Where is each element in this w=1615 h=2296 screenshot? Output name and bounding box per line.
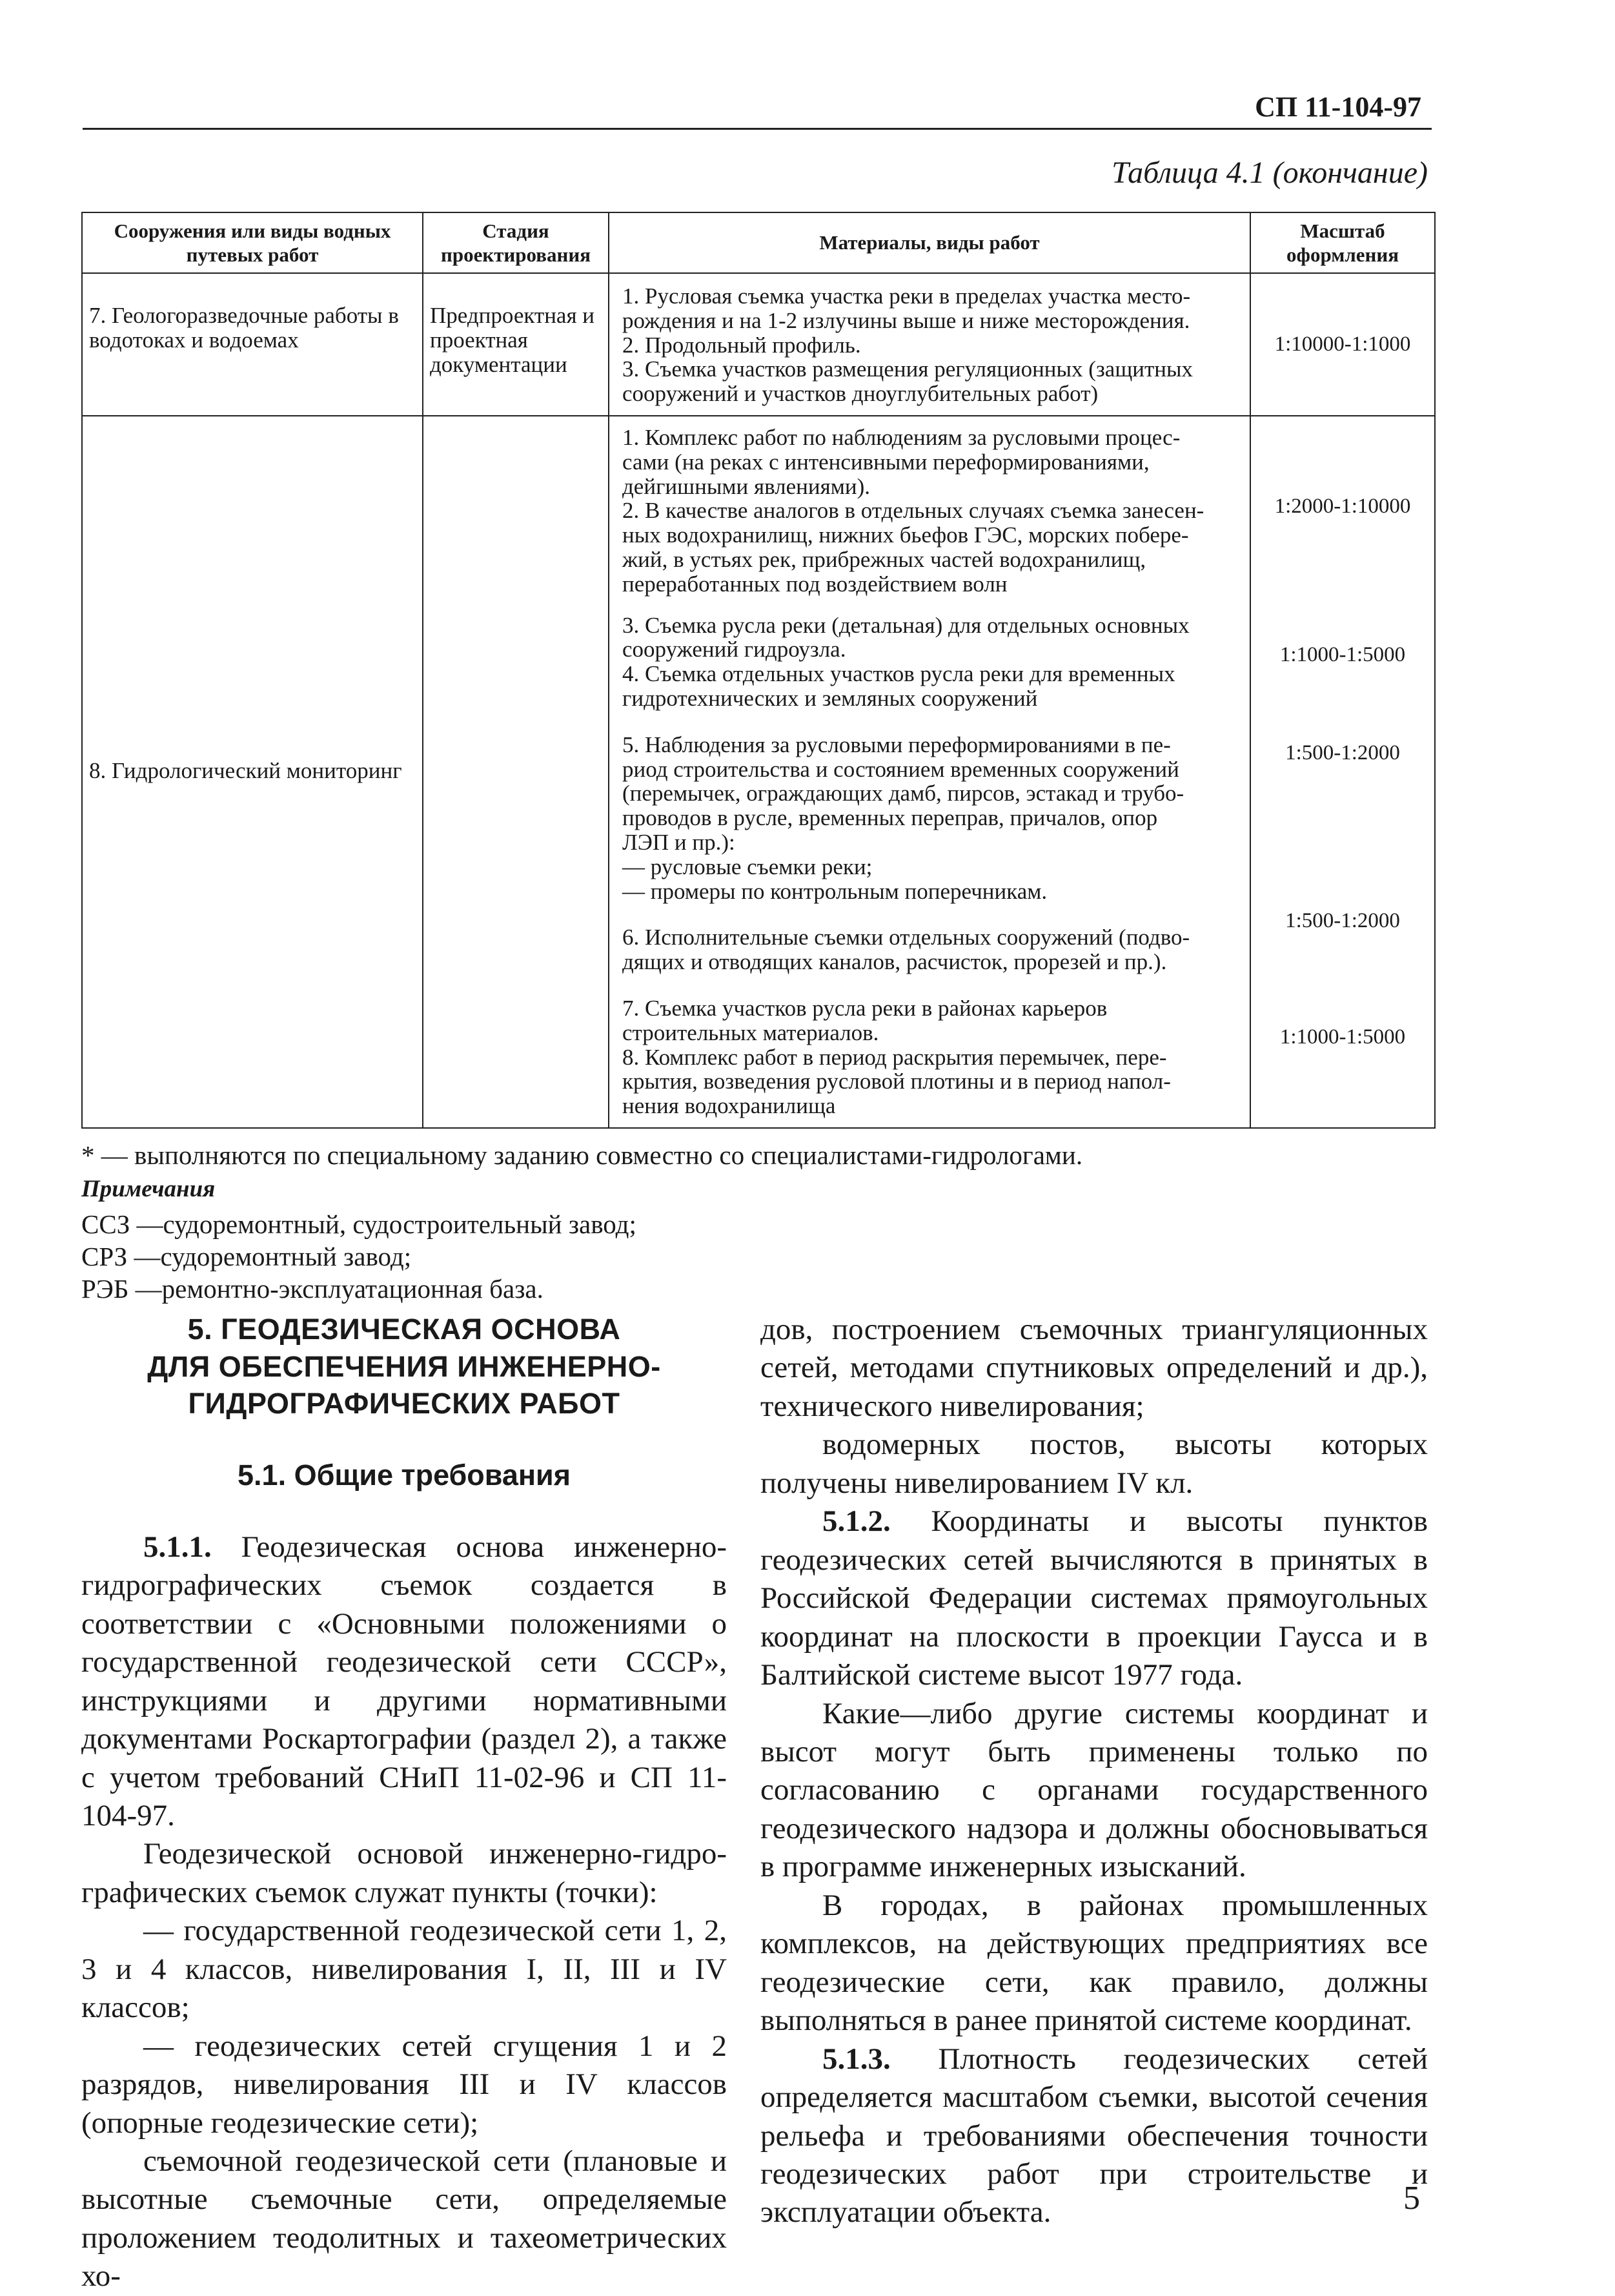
paragraph (760, 2040, 1428, 2232)
note-line: РЭБ —ремонтно-эксплуатационная база. (81, 1274, 543, 1304)
scale-cell (1250, 416, 1435, 1128)
subsection-title: 5.1. Общие требования (238, 1458, 571, 1491)
materials-block (616, 610, 1243, 729)
paragraph (81, 1912, 727, 2027)
paragraph (760, 1426, 1428, 1502)
section-title-line: ДЛЯ ОБЕСПЕЧЕНИЯ ИНЖЕНЕРНО- (147, 1349, 661, 1383)
table-header-row (82, 212, 1435, 273)
materials-line: сами (на реках с интенсивными переформированиями, (622, 449, 1150, 475)
scale-value: 1:2000-1:10000 (1274, 494, 1411, 518)
table-footnote: * — выполняются по специальному заданию совместно со специалистами-гидрологами. (81, 1140, 1083, 1170)
paragraph-text: Геодезической основой инженерно-гидро-графических съемок служат пункты (точки): (81, 1837, 727, 1909)
stage-cell: Предпроектная и проектная документации (423, 273, 609, 416)
paragraph (81, 1835, 727, 1912)
materials-line: 6. Исполнительные съемки отдельных сооружений (подво- (622, 925, 1190, 950)
clause-number: 5.1.3. (822, 2042, 891, 2076)
table-row (82, 416, 1435, 1128)
column-header-work: Сооружения или виды водных путевых работ (82, 212, 423, 273)
paragraph (81, 2142, 727, 2296)
paragraph-text: — государственной геодезической сети 1, 2, 3 и 4 классов, нивелирования I, II, III и IV классов; (81, 1914, 727, 2025)
materials-line: 1. Русловая съемка участка реки в пределах участка место- (622, 283, 1191, 309)
materials-line: 1. Комплекс работ по наблюдениям за русловыми процес- (622, 424, 1181, 450)
scale-value: 1:1000-1:5000 (1279, 1025, 1406, 1049)
materials-line: 4. Съемка отдельных участков русла реки для временных (622, 661, 1175, 687)
paragraph (760, 1887, 1428, 2040)
materials-line: жий, в устьях рек, прибрежных частей водохранилищ, (622, 546, 1146, 572)
column-header-materials: Материалы, виды работ (609, 212, 1250, 273)
materials-line: сооружений гидроузла. (622, 637, 846, 662)
materials-block (616, 729, 1243, 922)
paragraph (760, 1311, 1428, 1426)
section-title-line: 5. ГЕОДЕЗИЧЕСКАЯ ОСНОВА (187, 1313, 621, 1346)
materials-line: 8. Комплекс работ в период раскрытия перемычек, пере- (622, 1044, 1167, 1070)
materials-line: дейгишными явлениями). (622, 473, 870, 499)
scale-value: 1:500-1:2000 (1285, 741, 1400, 764)
materials-line: переработанных под воздействием волн (622, 571, 1008, 597)
column-header-scale: Масштаб оформления (1250, 212, 1435, 273)
scale-value: 1:1000-1:5000 (1279, 642, 1406, 666)
table-caption: Таблица 4.1 (окончание) (1112, 156, 1428, 190)
paragraph-text: съемочной геодезической сети (плановые и высотные съемочные сети, определяемые проложением теодолитных и тахеометрических хо- (81, 2144, 727, 2293)
left-column (81, 1311, 727, 2296)
table-row (82, 273, 1435, 416)
materials-line: 2. В качестве аналогов в отдельных случаях съемка занесен- (622, 498, 1204, 524)
materials-line: ЛЭП и пр.): (622, 829, 735, 855)
clause-number: 5.1.1. (143, 1530, 212, 1564)
materials-cell (609, 273, 1250, 416)
notes-heading: Примечания (81, 1176, 216, 1202)
section-title (81, 1311, 727, 1422)
right-column (760, 1311, 1428, 2232)
materials-line: — русловые съемки реки; (622, 854, 873, 879)
materials-block (616, 276, 1243, 413)
materials-line: рождения и на 1-2 излучины выше и ниже месторождения. (622, 307, 1190, 333)
paragraph-text: Плотность геодезических сетей определяется масштабом съемки, высотой сечения рельефа и требованиями обеспечения точности геодезических работ при строительстве и эксплуатации объекта. (760, 2042, 1428, 2229)
column-header-stage: Стадия проектирования (423, 212, 609, 273)
materials-line: строительных материалов. (622, 1020, 879, 1045)
paragraph-text: Координаты и высоты пунктов геодезических сетей вычисляются в принятых в Российской Федерации системах прямоугольных координат на плоскости в проекции Гаусса и в Балтийской системе высот 1977 года. (760, 1504, 1428, 1692)
paragraph-text: В городах, в районах промышленных комплексов, на действующих предприятиях все геодезические сети, как правило, должны выполняться в ранее принятой системе координат. (760, 1888, 1428, 2038)
paragraph-text: — геодезических сетей сгущения 1 и 2 разрядов, нивелирования III и IV классов (опорные геодезические сети); (81, 2029, 727, 2140)
paragraph (760, 1502, 1428, 1694)
materials-block (616, 419, 1243, 610)
materials-line: 7. Съемка участков русла реки в районах карьеров (622, 995, 1108, 1021)
clause-number: 5.1.2. (822, 1504, 891, 1539)
materials-line: риод строительства и состоянием временных сооружений (622, 756, 1179, 782)
materials-line: — промеры по контрольным поперечникам. (622, 878, 1048, 904)
materials-cell (609, 416, 1250, 1128)
materials-line: (перемычек, ограждающих дамб, пирсов, эстакад и трубо- (622, 781, 1184, 806)
works-table (81, 212, 1436, 1129)
materials-line: сооружений и участков дноуглубительных работ) (622, 381, 1099, 407)
paragraph-text: дов, построением съемочных триангуляционных сетей, методами спутниковых определений и др.), технического нивелирования; (760, 1313, 1428, 1423)
materials-line: проводов в русле, временных переправ, причалов, опор (622, 805, 1158, 831)
materials-line: 3. Съемка участков размещения регуляционных (защитных (622, 356, 1193, 382)
materials-line: 3. Съемка русла реки (детальная) для отдельных основных (622, 612, 1190, 638)
materials-line: ных водохранилищ, нижних бьефов ГЭС, морских побере- (622, 522, 1189, 548)
document-code: СП 11-104-97 (1255, 91, 1421, 123)
materials-line: 2. Продольный профиль. (622, 332, 861, 358)
scale-cell: 1:10000-1:1000 (1250, 273, 1435, 416)
header-rule (83, 128, 1432, 130)
materials-line: дящих и отводящих каналов, расчисток, прорезей и пр.). (622, 949, 1167, 975)
paragraph-text: Какие—либо другие системы координат и высот могут быть применены только по согласованию с органами государственного геодезического надзора и должны обосновываться в программе инженерных изысканий. (760, 1696, 1428, 1884)
note-line: ССЗ —судоремонтный, судостроительный завод; (81, 1209, 636, 1239)
paragraph (760, 1695, 1428, 1887)
materials-block (616, 921, 1243, 992)
paragraph (81, 1528, 727, 1836)
materials-line: 5. Наблюдения за русловыми переформированиями в пе- (622, 732, 1171, 757)
paragraph (81, 2027, 727, 2142)
scale-value: 1:500-1:2000 (1285, 908, 1400, 932)
materials-line: крытия, возведения русловой плотины и в период напол- (622, 1069, 1171, 1094)
paragraph-text: водомерных постов, высоты которых получены нивелированием IV кл. (760, 1428, 1428, 1500)
work-cell: 8. Гидрологический мониторинг (82, 416, 423, 1128)
section-title-line: ГИДРОГРАФИЧЕСКИХ РАБОТ (188, 1387, 620, 1420)
stage-cell (423, 416, 609, 1128)
materials-line: гидротехнических и земляных сооружений (622, 685, 1038, 711)
page-number: 5 (1403, 2180, 1420, 2217)
note-line: СРЗ —судоремонтный завод; (81, 1242, 412, 1271)
materials-block (616, 992, 1243, 1125)
materials-line: нения водохранилища (622, 1093, 836, 1119)
paragraph-text: Геодезическая основа инженерно-гидрографических съемок создается в соответствии с «Основными положениями о государственной геодезической сети СССР», инструкциями и другими нормативными документами Роскартографии (раздел 2), а также с учетом требований СНиП 11-02-96 и СП 11-104-97. (81, 1530, 727, 1832)
work-cell: 7. Геологоразведочные работы в водотоках и водоемах (82, 273, 423, 416)
